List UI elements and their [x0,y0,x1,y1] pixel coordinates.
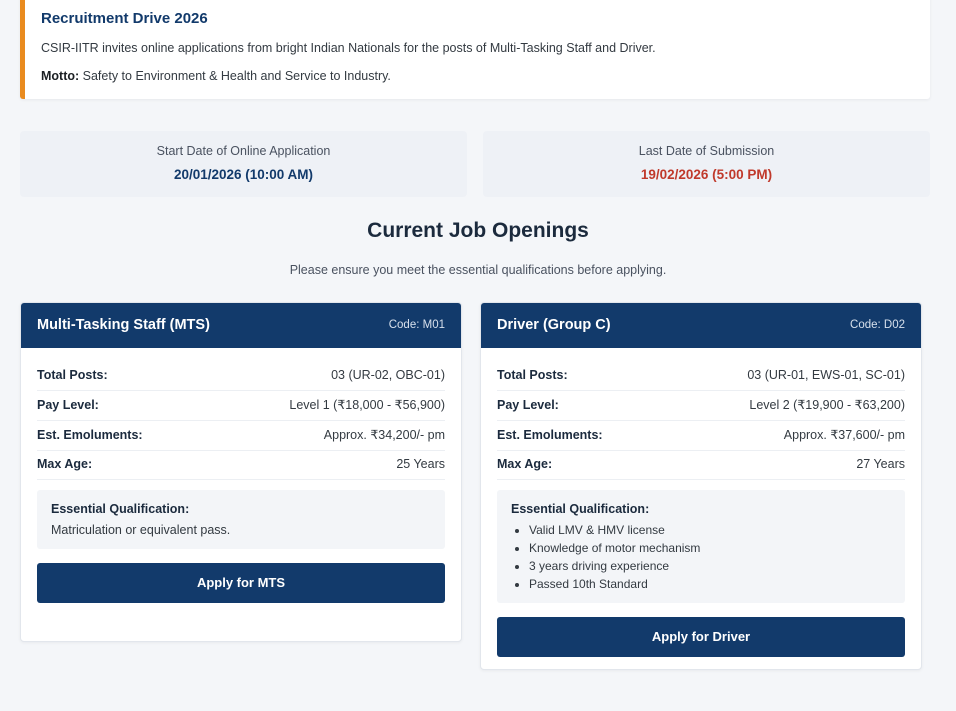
spec-key: Total Posts: [497,368,568,382]
job-card-body [481,348,921,669]
apply-button-mts[interactable]: Apply for MTS [37,563,445,603]
spec-row [497,391,905,421]
spec-value: Level 2 (₹19,900 - ₹63,200) [749,398,905,412]
motto-text: Safety to Environment & Health and Service to Industry. [79,69,391,83]
spec-key: Est. Emoluments: [37,428,143,442]
last-date-value: 19/02/2026 (5:00 PM) [640,167,773,182]
last-date-label: Last Date of Submission [638,144,775,158]
spec-key: Est. Emoluments: [497,428,603,442]
page-subtitle: Please ensure you meet the essential qualifications before applying. [289,263,667,277]
qualification-list [511,523,891,591]
start-date-value: 20/01/2026 (10:00 AM) [173,167,314,182]
notice-intro-text: CSIR-IITR invites online applications from bright Indian Nationals for the posts of Multi-Tasking Staff and Driver. [41,41,656,55]
spec-value: 25 Years [396,457,445,471]
job-title: Multi-Tasking Staff (MTS) [37,317,210,333]
spec-value: 03 (UR-02, OBC-01) [331,368,445,382]
notice-title: Recruitment Drive 2026 [41,10,208,27]
job-title: Driver (Group C) [497,317,611,333]
spec-value: 03 (UR-01, EWS-01, SC-01) [747,368,905,382]
job-code: Code: M01 [388,319,445,331]
spec-row [37,421,445,451]
spec-value: Approx. ₹37,600/- pm [783,428,905,442]
spec-value: Approx. ₹34,200/- pm [323,428,445,442]
last-date-card [483,131,930,197]
job-card-body [21,348,461,609]
page-title: Current Job Openings [367,219,589,242]
qualification-panel [37,490,445,549]
spec-key: Total Posts: [37,368,108,382]
recruitment-notice-panel [20,0,930,99]
job-card-header [21,303,461,348]
notice-motto [41,69,912,83]
spec-value: Level 1 (₹18,000 - ₹56,900) [289,398,445,412]
spec-row [497,362,905,391]
job-cards-container [20,302,930,670]
spec-row [37,391,445,421]
key-dates-row [20,131,930,197]
spec-row [497,451,905,480]
qualification-item: • Valid LMV & HMV license [529,523,891,537]
job-card-header [481,303,921,348]
spec-row [37,451,445,480]
qualification-text: Matriculation or equivalent pass. [51,523,231,537]
spec-key: Max Age: [37,457,93,471]
spec-key: Max Age: [497,457,553,471]
apply-button-driver[interactable]: Apply for Driver [497,617,905,657]
job-card-mts [20,302,462,642]
qualification-item: • Passed 10th Standard [529,577,891,591]
spec-value: 27 Years [856,457,905,471]
motto-label: Motto: [41,69,80,83]
start-date-label: Start Date of Online Application [156,144,331,158]
qualification-title: Essential Qualification: [51,502,190,516]
spec-key: Pay Level: [497,398,559,412]
job-card-driver [480,302,922,670]
spec-row [497,421,905,451]
qualification-item: • 3 years driving experience [529,559,891,573]
spec-row [37,362,445,391]
start-date-card [20,131,467,197]
qualification-panel [497,490,905,603]
spec-key: Pay Level: [37,398,99,412]
qualification-title: Essential Qualification: [511,502,650,516]
job-code: Code: D02 [850,319,905,331]
qualification-item: • Knowledge of motor mechanism [529,541,891,555]
